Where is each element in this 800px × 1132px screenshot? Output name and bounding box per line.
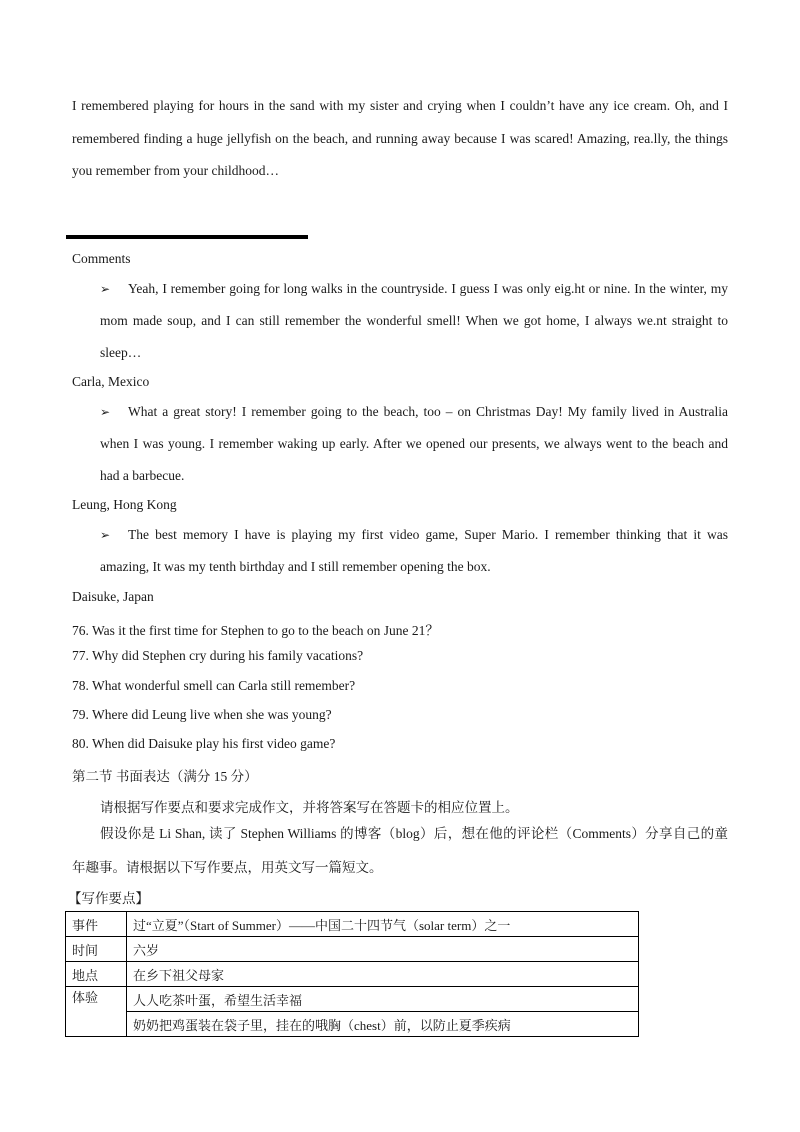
- comments-heading: Comments: [72, 251, 131, 266]
- table-value: 人人吃茶叶蛋，希望生活幸福: [127, 987, 639, 1012]
- comment-1: [100, 273, 728, 369]
- section-divider: [66, 235, 308, 239]
- bullet-icon: ➢: [100, 282, 111, 296]
- question-76: 76. Was it the first time for Stephen to go to the beach on June 21？: [72, 623, 439, 638]
- table-value: 奶奶把鸡蛋装在袋子里，挂在的哦胸（chest）前，以防止夏季疾病: [127, 1012, 639, 1037]
- table-row: [66, 1012, 639, 1037]
- comment-text: What a great story! I remember going to the beach, too – on Christmas Day! My family lived in Australia when I was young. I remember waking up early. After we opened our presents, we always went to the beach and had a barbecue.: [100, 404, 728, 483]
- question-79: 79. Where did Leung live when she was young?: [72, 707, 332, 722]
- table-key: 时间: [66, 937, 127, 962]
- comment-author: Carla, Mexico: [72, 374, 150, 389]
- table-row: [66, 912, 639, 937]
- writing-points-table: [65, 911, 639, 1037]
- comment-text: The best memory I have is playing my first video game, Super Mario. I remember thinking that it was amazing, It was my tenth birthday and I still remember opening the box.: [100, 527, 728, 574]
- bullet-icon: ➢: [100, 405, 111, 419]
- table-row: [66, 962, 639, 987]
- table-key: 体验: [66, 987, 127, 1037]
- comment-3: [100, 519, 728, 583]
- table-key: 事件: [66, 912, 127, 937]
- table-value: 六岁: [127, 937, 639, 962]
- question-80: 80. When did Daisuke play his first video game?: [72, 736, 336, 751]
- table-key: 地点: [66, 962, 127, 987]
- instruction-1: 请根据写作要点和要求完成作文，并将答案写在答题卡的相应位置上。: [100, 800, 519, 815]
- bullet-icon: ➢: [100, 528, 111, 542]
- table-value: 过“立夏”（Start of Summer）——中国二十四节气（solar term）之一: [127, 912, 639, 937]
- instruction-2: 假设你是 Li Shan, 读了 Stephen Williams 的博客（blog）后，想在他的评论栏（Comments）分享自己的童年趣事。请根据以下写作要点，用英文写一篇短文。: [72, 826, 728, 875]
- intro-paragraph: I remembered playing for hours in the sand with my sister and crying when I couldn’t have any ice cream. Oh, and I remembered finding a huge jellyfish on the beach, and running away because I was scared! Amazing, rea.lly, the things you remember from your childhood…: [72, 98, 728, 178]
- question-77: 77. Why did Stephen cry during his family vacations?: [72, 648, 364, 663]
- section-title: 第二节 书面表达（满分 15 分）: [72, 769, 258, 784]
- table-row: [66, 987, 639, 1012]
- comment-author: Leung, Hong Kong: [72, 497, 177, 512]
- question-78: 78. What wonderful smell can Carla still remember?: [72, 678, 356, 693]
- points-heading: 【写作要点】: [68, 891, 149, 906]
- comment-author: Daisuke, Japan: [72, 589, 154, 604]
- table-value: 在乡下祖父母家: [127, 962, 639, 987]
- table-row: [66, 937, 639, 962]
- comment-2: [100, 396, 728, 492]
- comment-text: Yeah, I remember going for long walks in the countryside. I guess I was only eig.ht or nine. In the winter, my mom made soup, and I can still remember the wonderful smell! When we got home, I always we.nt straight to sleep…: [100, 281, 728, 360]
